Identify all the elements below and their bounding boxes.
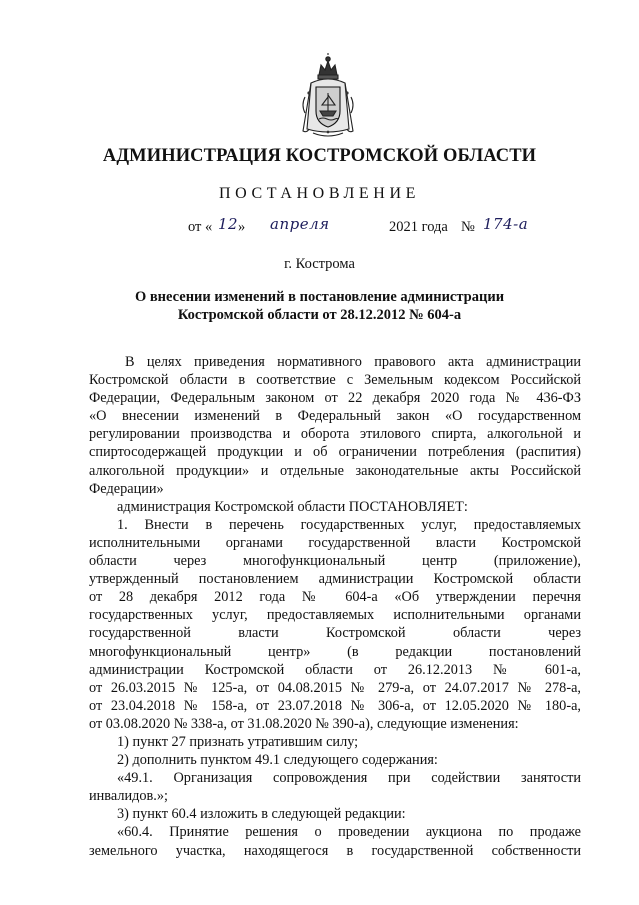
body-line: инвалидов.»; <box>89 788 168 805</box>
body-line: «60.4. Принятие решения о проведении аукциона по продаже <box>117 824 581 841</box>
body-line: 1. Внести в перечень государственных услуг, предоставляемых <box>117 516 581 533</box>
date-day: 12 <box>218 215 239 233</box>
organization-title: АДМИНИСТРАЦИЯ КОСТРОМСКОЙ ОБЛАСТИ <box>102 146 537 166</box>
document-number: 174-а <box>483 215 529 233</box>
body-line: «О внесении изменений в Федеральный закон «О государственном <box>89 408 581 425</box>
body-line: 1) пункт 27 признать утратившим силу; <box>117 733 359 750</box>
document-type: ПОСТАНОВЛЕНИЕ <box>219 185 420 202</box>
body-line: 2) дополнить пунктом 49.1 следующего содержания: <box>117 752 438 769</box>
subject-line: Костромской области от 28.12.2012 № 604-а <box>177 307 462 323</box>
date-year: 2021 года <box>389 219 448 235</box>
body-line: алкогольной продукции» и отдельные законодательные акты Российской <box>89 462 581 479</box>
subject-line: О внесении изменений в постановление администрации <box>134 289 505 305</box>
body-line: В целях приведения нормативного правового акта администрации <box>125 354 581 370</box>
body-line: администрация Костромской области ПОСТАНОВЛЯЕТ: <box>117 498 468 515</box>
body-line: Федерации» <box>89 480 164 497</box>
body-line: многофункциональный центр» (в редакции постановлений <box>89 643 581 660</box>
body-line: области через многофункциональный центр (приложение), <box>89 553 581 570</box>
date-prefix: от « <box>188 219 213 235</box>
body-line: «49.1. Организация сопровождения при содействии занятости <box>117 770 581 787</box>
body-line: 3) пункт 60.4 изложить в следующей редакции: <box>117 806 406 823</box>
body-line: исполнительными органами государственной власти Костромской <box>89 534 581 551</box>
date-month: апреля <box>270 215 330 233</box>
document-subject <box>0 288 639 324</box>
coat-of-arms-icon <box>297 53 359 141</box>
body-line: Федерации, Федеральным законом от 22 декабря 2020 года № 436-ФЗ <box>89 390 581 407</box>
body-line: земельного участка, находящегося в государственной собственности <box>89 842 581 859</box>
body-line: спиртосодержащей продукции и об ограничении потребления (распития) <box>89 444 581 461</box>
body-line: государственных услуг, предоставляемых исполнительными органами <box>89 607 581 624</box>
body-line: регулировании производства и оборота этилового спирта, алкогольной и <box>89 426 581 443</box>
city: г. Кострома <box>284 256 355 272</box>
number-sign: № <box>461 219 475 235</box>
body-line: Костромской области в соответствие с Земельным кодексом Российской <box>89 372 581 389</box>
body-text <box>89 353 581 860</box>
body-line: государственной власти Костромской области через <box>89 625 581 642</box>
body-line: утвержденный постановлением администрации Костромской области <box>89 571 581 588</box>
date-line <box>0 215 639 245</box>
body-line: от 03.08.2020 № 338-а, от 31.08.2020 № 390-а), следующие изменения: <box>89 715 519 732</box>
body-line: от 28 декабря 2012 года № 604-а «Об утверждении перечня <box>89 589 581 606</box>
body-line: от 26.03.2015 № 125-а, от 04.08.2015 № 279-а, от 24.07.2017 № 278-а, <box>89 679 581 696</box>
body-line: от 23.04.2018 № 158-а, от 23.07.2018 № 306-а, от 12.05.2020 № 180-а, <box>89 697 581 714</box>
body-line: администрации Костромской области от 26.12.2013 № 601-а, <box>89 661 581 678</box>
date-day-close: » <box>238 219 246 235</box>
